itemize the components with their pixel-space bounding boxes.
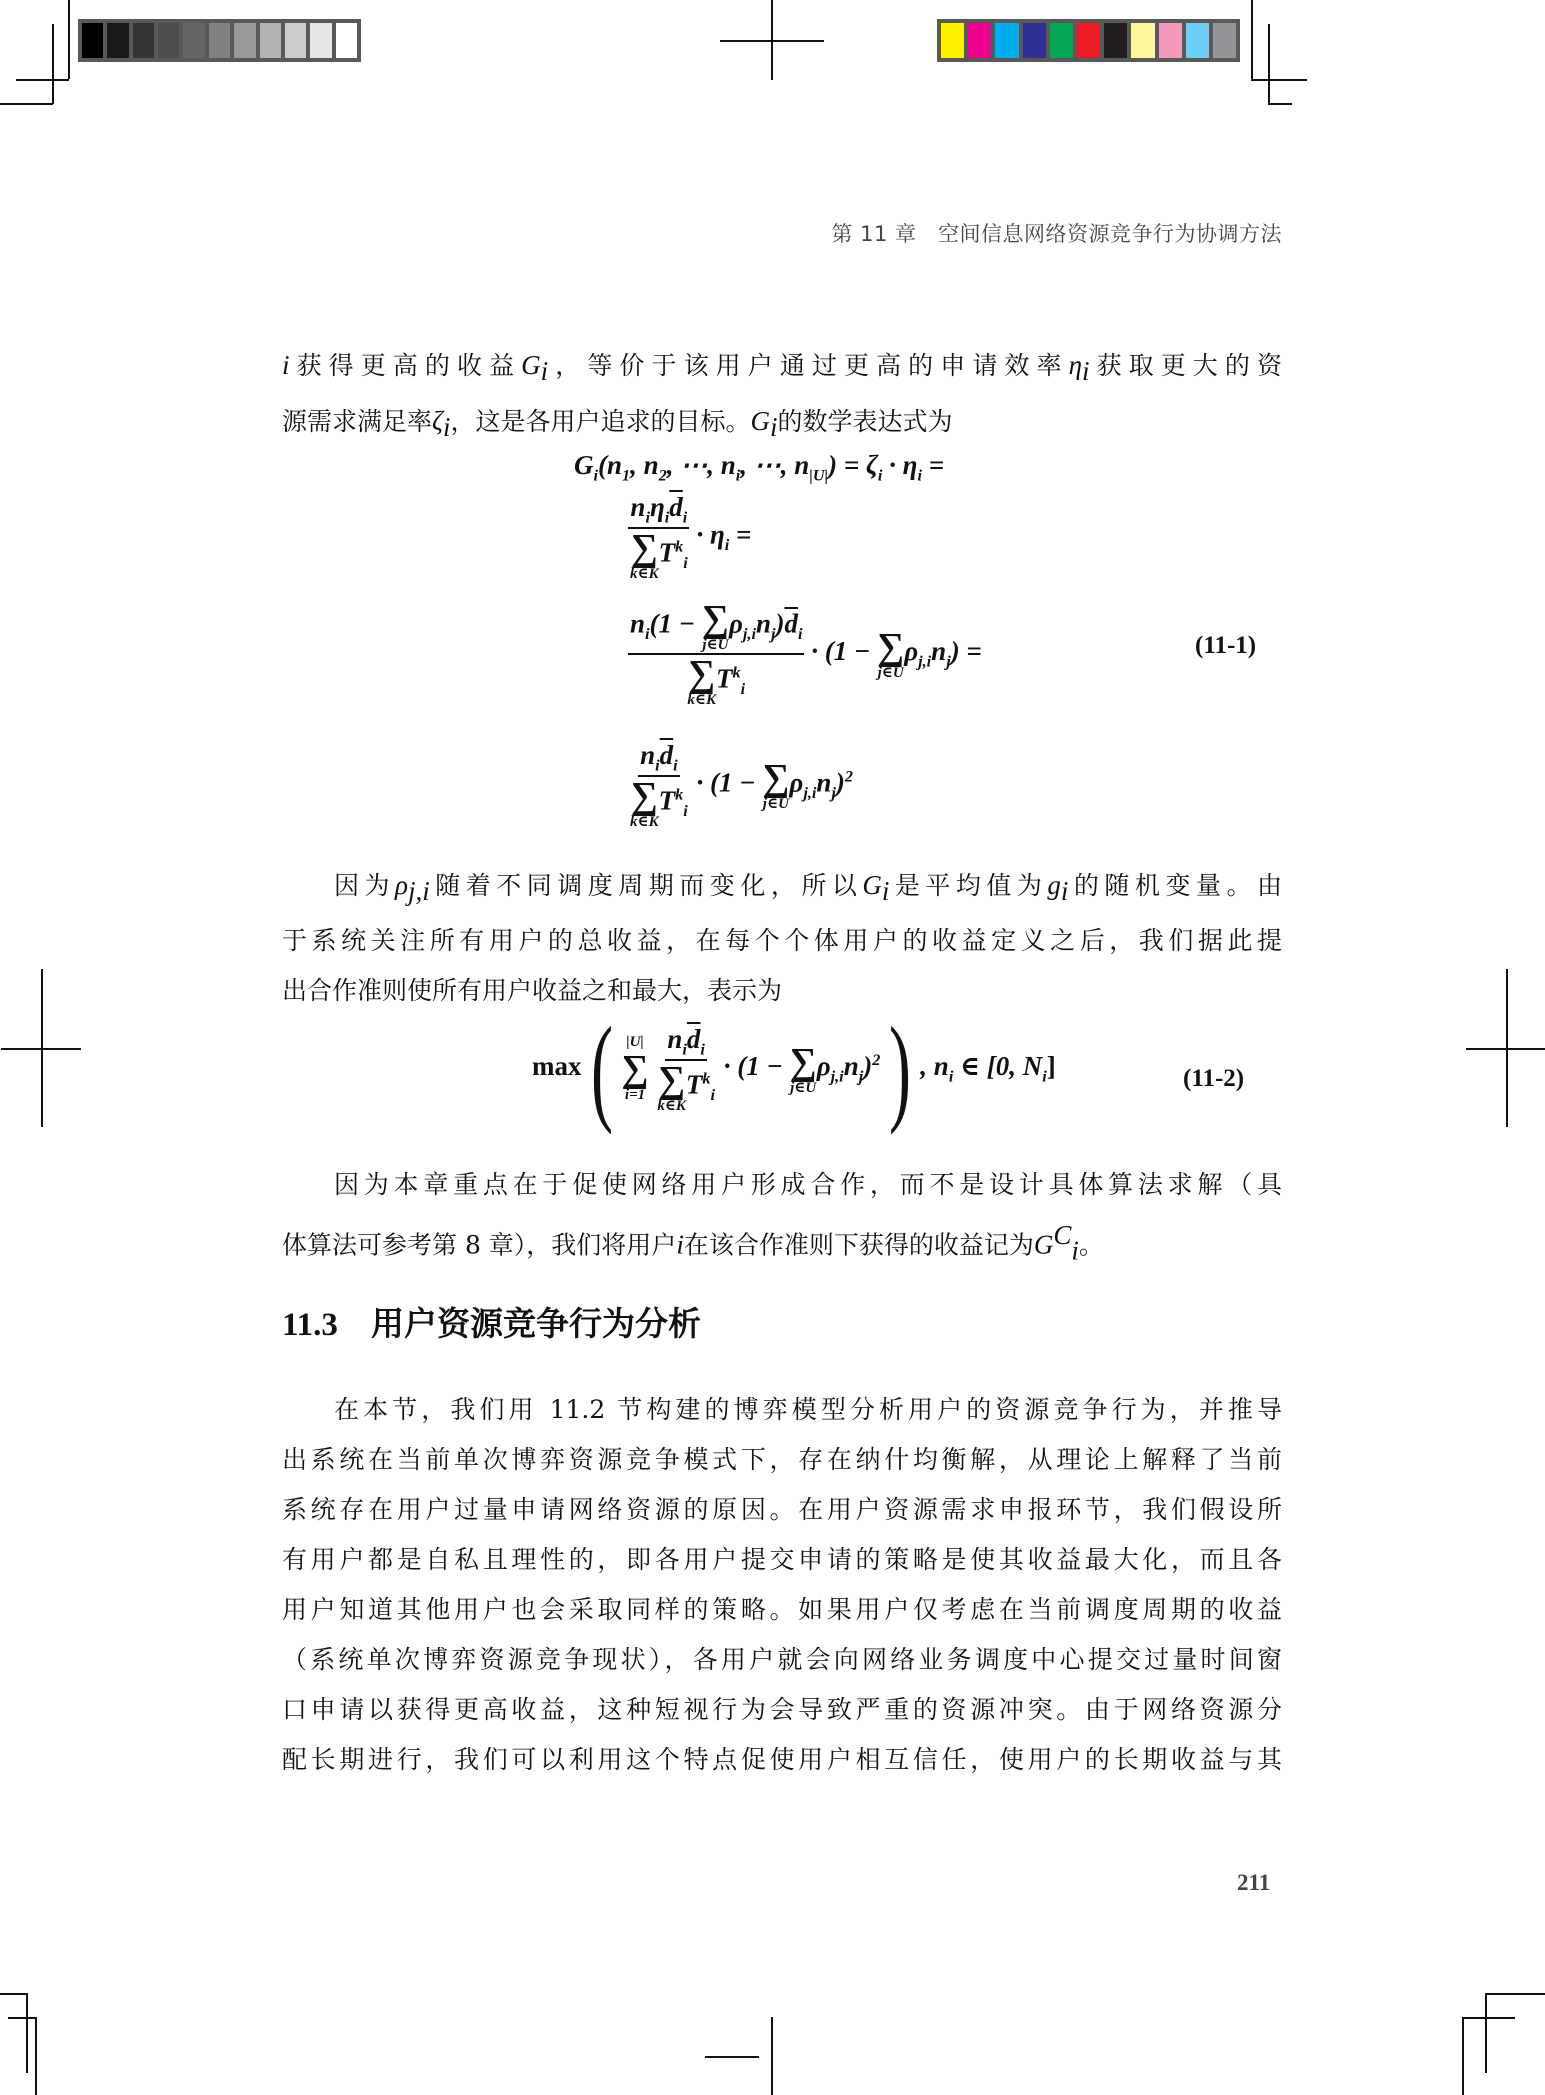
gray-swatch xyxy=(310,23,331,58)
crop-mark xyxy=(68,0,70,79)
text-line: 用户知道其他用户也会采取同样的策略。如果用户仅考虑在当前调度周期的收益 xyxy=(282,1595,1282,1624)
color-swatch xyxy=(1104,23,1127,58)
crop-mark xyxy=(35,2017,37,2095)
color-swatch xyxy=(995,23,1018,58)
text-line: 配长期进行，我们可以利用这个特点促使用户相互信任，使用户的长期收益与其 xyxy=(282,1745,1282,1774)
registration-mark xyxy=(720,40,824,42)
crop-mark xyxy=(0,1993,27,1995)
registration-mark xyxy=(1,1048,81,1050)
text-line: 源需求满足率$\zeta_i$，这是各用户追求的目标。$G_i$的数学表达式为 xyxy=(282,406,953,442)
gray-swatch xyxy=(336,23,357,58)
page-number: 211 xyxy=(1237,1870,1271,1895)
equation-11-2: max( |U| ∑ i=1 $n_i\overline{d}_i$ ∑ k∈K $T^k_i$ · (1 − ∑ j∈U $\rho_{j,i}n_j)^2$) , $n_i$ ∈ [0, $N_i$] xyxy=(532,1002,1056,1135)
gray-swatch xyxy=(183,23,204,58)
gray-swatch xyxy=(158,23,179,58)
text-line: 系统存在用户过量申请网络资源的原因。在用户资源需求申报环节，我们假设所 xyxy=(282,1495,1282,1524)
running-head: 第 11 章 空间信息网络资源竞争行为协调方法 xyxy=(831,222,1282,246)
text-line: i获得更高的收益$G_i$，等价于该用户通过更高的申请效率$\eta_i$获取更大的资 xyxy=(282,350,1282,386)
crop-mark xyxy=(1251,0,1253,79)
section-title: 用户资源竞争行为分析 xyxy=(370,1307,701,1343)
text-line: 出合作准则使所有用户收益之和最大，表示为 xyxy=(282,976,783,1005)
text-line: 因为$\rho_{j,i}$随着不同调度周期而变化，所以$G_i$是平均值为$g_i$的随机变量。由 xyxy=(334,870,1282,906)
text-line: 在本节，我们用 11.2 节构建的博弈模型分析用户的资源竞争行为，并推导 xyxy=(334,1395,1282,1424)
crop-mark xyxy=(1485,1993,1545,1995)
equation-11-1-row2: $n_i\eta_i\overline{d}_i$ ∑ k∈K $T^k_i$ · $\eta_i$ = xyxy=(630,492,752,583)
color-swatch xyxy=(1023,23,1046,58)
gray-swatch xyxy=(234,23,255,58)
paragraph xyxy=(282,340,1282,452)
text-line: 口申请以获得更高收益，这种短视行为会导致严重的资源冲突。由于网络资源分 xyxy=(282,1695,1282,1724)
text-line: 有用户都是自私且理性的，即各用户提交申请的策略是使其收益最大化，而且各 xyxy=(282,1545,1282,1574)
crop-mark xyxy=(1462,2017,1464,2095)
crop-mark xyxy=(8,2017,36,2019)
crop-mark xyxy=(1268,24,1270,104)
gray-swatch xyxy=(285,23,306,58)
registration-mark xyxy=(771,2017,773,2095)
section-number: 11.3 xyxy=(282,1307,338,1343)
gray-swatch xyxy=(82,23,103,58)
paragraph xyxy=(282,860,1282,1016)
equation-number: (11-1) xyxy=(1195,632,1257,659)
color-swatch xyxy=(1159,23,1182,58)
gray-swatch xyxy=(209,23,230,58)
crop-mark xyxy=(1268,103,1292,105)
text-line: 于系统关注所有用户的总收益，在每个个体用户的收益定义之后，我们据此提 xyxy=(282,926,1282,955)
equation-11-1-row3: $n_i(1$ − ∑ j∈U $\rho_{j,i}n_j)\overline{d}_i$ ∑ k∈K $T^k_i$ · (1 − ∑ j∈U $\rho_{j,i}n_j$) = xyxy=(630,598,982,708)
color-swatch xyxy=(1186,23,1209,58)
grayscale-calibration-bar xyxy=(78,19,361,62)
equation-number: (11-2) xyxy=(1183,1065,1245,1092)
crop-mark xyxy=(26,1993,28,2073)
section-heading xyxy=(282,1298,701,1345)
color-swatch xyxy=(1050,23,1073,58)
registration-mark xyxy=(705,2056,759,2058)
color-swatch xyxy=(941,23,964,58)
text-line: （系统单次博弈资源竞争现状），各用户就会向网络业务调度中心提交过量时间窗 xyxy=(282,1645,1282,1674)
registration-mark xyxy=(1466,1048,1545,1050)
color-swatch xyxy=(1213,23,1236,58)
gray-swatch xyxy=(107,23,128,58)
paragraph xyxy=(282,1160,1282,1275)
text-line: 出系统在当前单次博弈资源竞争模式下，存在纳什均衡解，从理论上解释了当前 xyxy=(282,1445,1282,1474)
gray-swatch xyxy=(133,23,154,58)
color-calibration-bar xyxy=(937,19,1240,62)
gray-swatch xyxy=(260,23,281,58)
crop-mark xyxy=(1485,1993,1487,2073)
color-swatch xyxy=(1077,23,1100,58)
crop-mark xyxy=(52,24,54,104)
color-swatch xyxy=(1131,23,1154,58)
text-line: 体算法可参考第 8 章），我们将用户i在该合作准则下获得的收益记为$G^C_i$。 xyxy=(282,1220,1104,1266)
crop-mark xyxy=(1251,79,1307,81)
crop-mark xyxy=(1462,2017,1515,2019)
paragraph xyxy=(282,1385,1282,1785)
crop-mark xyxy=(16,79,69,81)
equation-11-1-row4: $n_i\overline{d}_i$ ∑ k∈K $T^k_i$ · (1 − ∑ j∈U $\rho_{j,i}n_j)^2$ xyxy=(630,740,853,831)
equation-11-1-row1: $G_i(n_1$, $n_2$, ⋯, $n_i$, ⋯, $n_{|U|}) = \zeta_i \cdot \eta_i$ = xyxy=(574,450,945,485)
crop-mark xyxy=(0,103,53,105)
color-swatch xyxy=(968,23,991,58)
text-line: 因为本章重点在于促使网络用户形成合作，而不是设计具体算法求解（具 xyxy=(334,1170,1282,1199)
